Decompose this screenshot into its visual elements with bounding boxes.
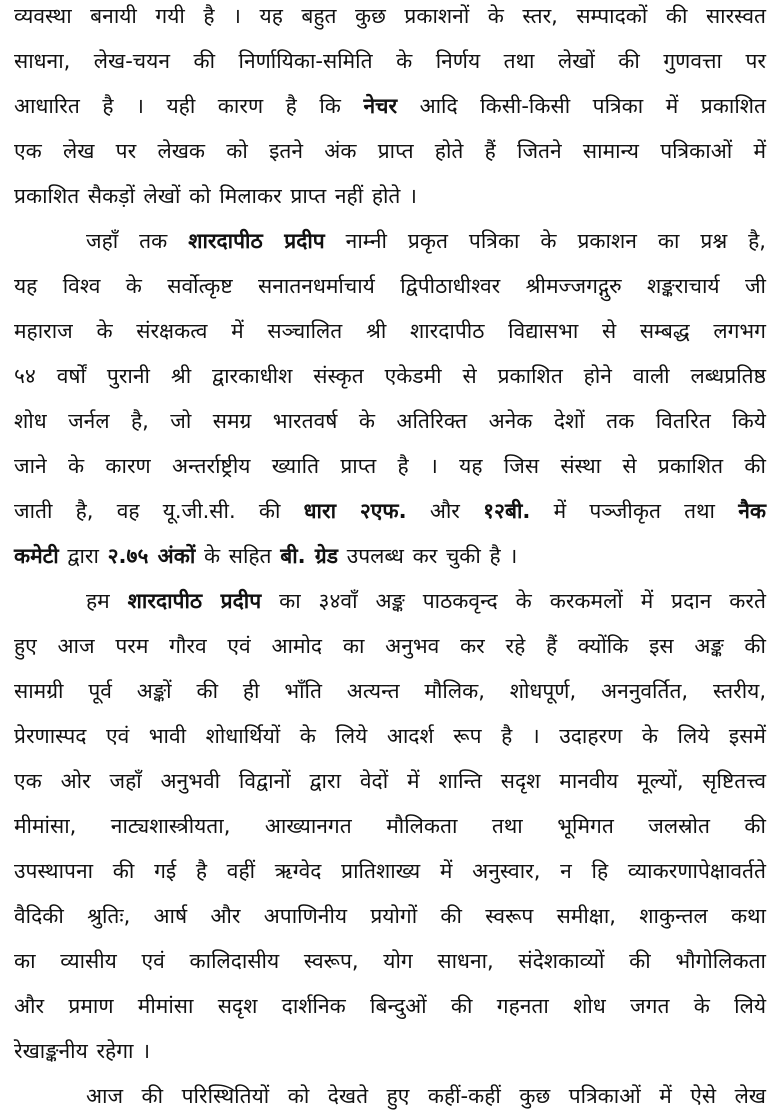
text-segment: जाती है, वह यू.जी.सी. की	[14, 499, 304, 523]
text-segment: और प्रमाण मीमांसा सदृश दार्शनिक बिन्दुओं की गहनता शोध जगत के लिये	[14, 994, 766, 1018]
text-segment: द्वारा	[58, 544, 108, 568]
text-line	[14, 759, 766, 804]
text-line	[14, 1029, 766, 1074]
text-segment: प्रेरणास्पद एवं भावी शोधार्थियों के लिये आदर्श रूप है । उदाहरण के लिये इसमें	[14, 724, 766, 748]
text-segment: का व्यासीय एवं कालिदासीय स्वरूप, योग साधना, संदेशकाव्यों की भौगोलिकता	[14, 949, 766, 973]
text-segment: आज की परिस्थितियों को देखते हुए कहीं-कहीं कुछ पत्रिकाओं में ऐसे लेख	[86, 1084, 766, 1108]
bold-text: १२बी.	[483, 499, 531, 523]
text-line	[14, 354, 766, 399]
text-line	[14, 309, 766, 354]
text-segment: जहाँ तक	[86, 229, 189, 253]
text-line	[14, 219, 766, 264]
text-segment: के सहित	[195, 544, 281, 568]
text-line	[14, 0, 766, 39]
text-segment: हम	[86, 589, 128, 613]
text-segment: एक लेख पर लेखक को इतने अंक प्राप्त होते हैं जितने सामान्य पत्रिकाओं में	[14, 139, 766, 163]
text-line	[14, 489, 766, 534]
text-line	[14, 444, 766, 489]
text-segment: में पञ्जीकृत तथा	[530, 499, 739, 523]
bold-text: शारदापीठ प्रदीप	[127, 589, 262, 613]
text-line	[14, 399, 766, 444]
text-line	[14, 669, 766, 714]
text-segment: महाराज के संरक्षकत्व में सञ्चालित श्री शारदापीठ विद्यासभा से सम्बद्ध लगभग	[14, 319, 766, 343]
bold-text: शारदापीठ प्रदीप	[188, 229, 325, 253]
text-segment: मीमांसा, नाट्यशास्त्रीयता, आख्यानगत मौलिकता तथा भूमिगत जलस्रोत की	[14, 814, 766, 838]
text-segment: प्रकाशित सैकड़ों लेखों को मिलाकर प्राप्त नहीं होते ।	[14, 184, 418, 208]
bold-text: कमेटी	[14, 544, 59, 568]
text-line	[14, 804, 766, 849]
text-segment: यह विश्व के सर्वोत्कृष्ट सनातनधर्माचार्य द्विपीठाधीश्वर श्रीमज्जगद्गुरु शङ्कराचार्य जी	[14, 274, 766, 298]
text-segment: ५४ वर्षों पुरानी श्री द्वारकाधीश संस्कृत एकेडमी से प्रकाशित होने वाली लब्धप्रतिष्ठ	[14, 364, 766, 388]
text-line	[14, 579, 766, 624]
text-line	[14, 264, 766, 309]
text-segment: उपस्थापना की गई है वहीं ऋग्वेद प्रातिशाख्य में अनुस्वार, न हि व्याकरणापेक्षावर्तते	[14, 859, 766, 883]
text-segment: सामग्री पूर्व अङ्कों की ही भाँति अत्यन्त मौलिक, शोधपूर्ण, अननुवर्तित, स्तरीय,	[14, 679, 766, 703]
text-segment: रेखाङ्कनीय रहेगा ।	[14, 1039, 151, 1063]
bold-text: नैक	[738, 499, 766, 523]
text-line	[14, 1074, 766, 1119]
text-line	[14, 39, 766, 84]
bold-text: नेचर	[363, 94, 398, 118]
text-segment: और	[406, 499, 484, 523]
text-segment: का ३४वाँ अङ्क पाठकवृन्द के करकमलों में प्रदान करते	[261, 589, 766, 613]
text-line	[14, 714, 766, 759]
text-line	[14, 984, 766, 1029]
text-segment: नाम्नी प्रकृत पत्रिका के प्रकाशन का प्रश्न है,	[324, 229, 766, 253]
text-line	[14, 849, 766, 894]
text-line	[14, 894, 766, 939]
bold-text: २.७५ अंकों	[107, 544, 196, 568]
text-segment: वैदिकी श्रुतिः, आर्ष और अपाणिनीय प्रयोगों की स्वरूप समीक्षा, शाकुन्तल कथा	[14, 904, 766, 928]
text-segment: आधारित है । यही कारण है कि	[14, 94, 364, 118]
text-segment: हुए आज परम गौरव एवं आमोद का अनुभव कर रहे हैं क्योंकि इस अङ्क की	[14, 634, 766, 658]
document-body	[14, 0, 766, 1119]
text-segment: व्यवस्था बनायी गयी है । यह बहुत कुछ प्रकाशनों के स्तर, सम्पादकों की सारस्वत	[14, 4, 766, 28]
bold-text: धारा २एफ.	[303, 499, 407, 523]
text-segment: आदि किसी-किसी पत्रिका में प्रकाशित	[397, 94, 767, 118]
text-segment: जाने के कारण अन्तर्राष्ट्रीय ख्याति प्राप्त है । यह जिस संस्था से प्रकाशित की	[14, 454, 766, 478]
text-line	[14, 129, 766, 174]
text-line	[14, 84, 766, 129]
text-segment: शोध जर्नल है, जो समग्र भारतवर्ष के अतिरिक्त अनेक देशों तक वितरित किये	[14, 409, 766, 433]
text-segment: एक ओर जहाँ अनुभवी विद्वानों द्वारा वेदों में शान्ति सदृश मानवीय मूल्यों, सृष्टितत्त्व	[14, 769, 766, 793]
text-line	[14, 534, 766, 579]
bold-text: बी. ग्रेड	[280, 544, 339, 568]
text-line	[14, 939, 766, 984]
text-line	[14, 174, 766, 219]
text-segment: साधना, लेख-चयन की निर्णायिका-समिति के निर्णय तथा लेखों की गुणवत्ता पर	[14, 49, 766, 73]
text-segment: उपलब्ध कर चुकी है ।	[338, 544, 518, 568]
text-line	[14, 624, 766, 669]
